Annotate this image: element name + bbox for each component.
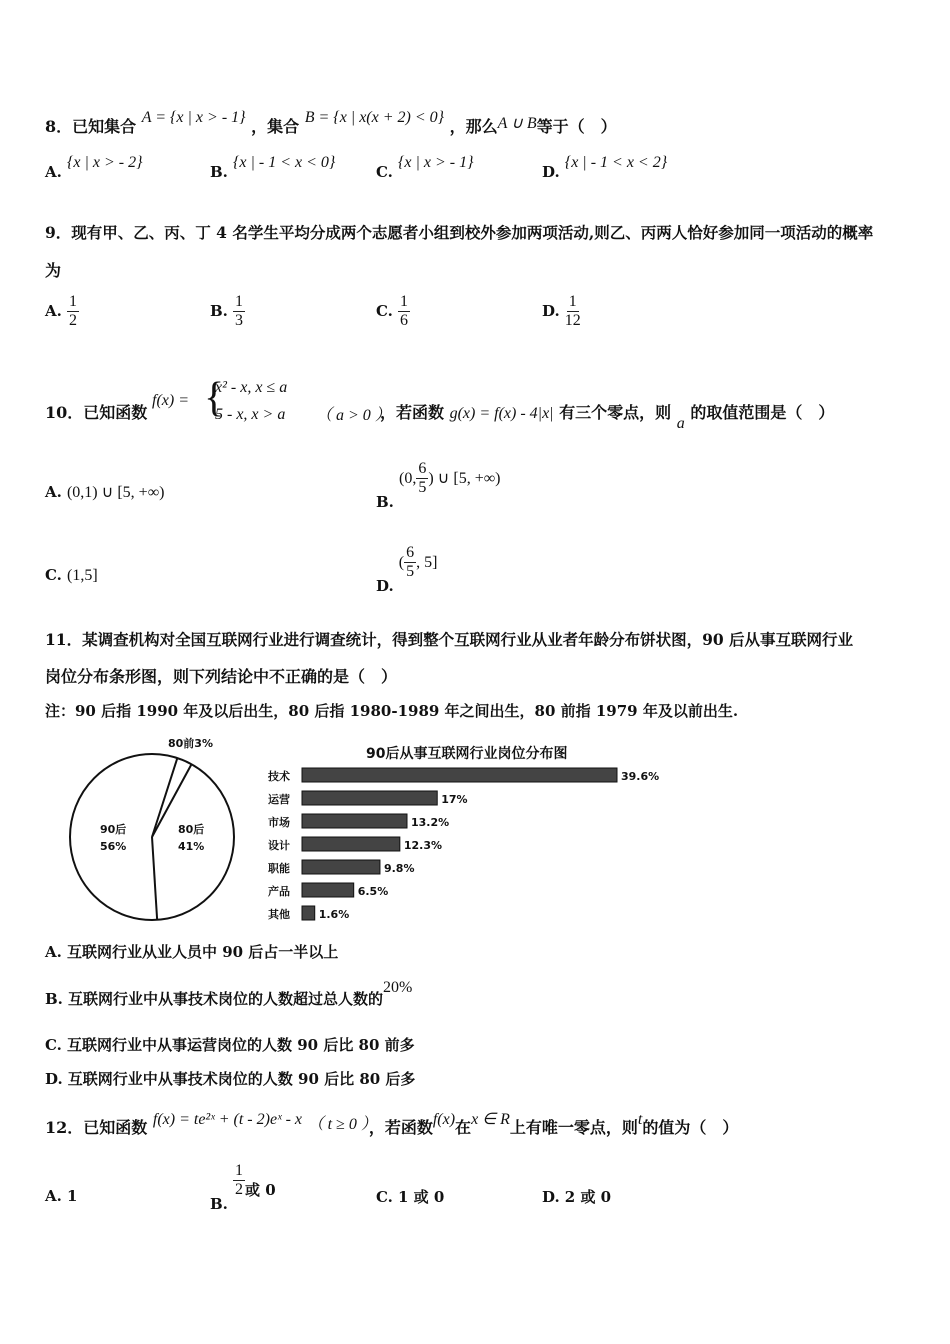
option-text-post: ) ∪ [5, +∞) bbox=[428, 470, 501, 487]
denominator: 5 bbox=[418, 479, 427, 496]
q8-text-3: ，那么 bbox=[449, 117, 498, 136]
bar-category-label: 产品 bbox=[268, 885, 290, 898]
q8-number: 8． bbox=[45, 117, 73, 136]
denominator: 2 bbox=[235, 1181, 243, 1198]
option-text: 互联网行业从业人员中 90 后占一半以上 bbox=[66, 943, 339, 961]
option-text: {x | x > - 2} bbox=[66, 154, 143, 171]
q10-case-2: 5 - x, x > a bbox=[215, 406, 286, 423]
pie-label-80-name: 80后 bbox=[178, 823, 205, 836]
bar-value-label: 12.3% bbox=[403, 839, 443, 852]
option-text-pre: ( bbox=[398, 554, 405, 571]
numerator: 1 bbox=[568, 293, 577, 310]
q8-stem bbox=[45, 109, 617, 137]
option-label: A. bbox=[45, 943, 62, 961]
q12-number: 12． bbox=[45, 1118, 84, 1137]
bar-value-label: 13.2% bbox=[411, 816, 450, 829]
q11-note: 注：90 后指 1990 年及以后出生，80 后指 1980-1989 年之间出生，80 前指 1979 年及以前出生. bbox=[45, 702, 739, 720]
q9-stem-line1: 9．现有甲、乙、丙、丁 4 名学生平均分成两个志愿者小组到校外参加两项活动,则乙、丙两人恰好参加同一项活动的概率 bbox=[45, 223, 874, 242]
bar-value-label: 9.8% bbox=[383, 862, 415, 875]
q10-text-4: 的取值范围是（ ） bbox=[690, 403, 835, 422]
q12-fx2: f(x) bbox=[432, 1111, 456, 1128]
bar-value-label: 17% bbox=[441, 793, 468, 806]
q12-text-5: 的值为（ ） bbox=[642, 1118, 739, 1137]
numerator: 1 bbox=[68, 293, 77, 310]
option-text-post: , 5] bbox=[416, 554, 438, 571]
option-extra: 20% bbox=[383, 979, 413, 996]
q10-option-b bbox=[376, 460, 501, 511]
q11-option-a bbox=[45, 941, 338, 962]
q12-option-c bbox=[376, 1186, 444, 1207]
denominator: 2 bbox=[68, 312, 77, 329]
q8-option-a bbox=[45, 154, 143, 182]
option-text: 2 或 0 bbox=[564, 1188, 612, 1206]
option-label: B. bbox=[210, 1195, 228, 1213]
option-label: D. bbox=[376, 577, 394, 595]
q12-option-b bbox=[210, 1162, 276, 1213]
q8-set-b: B = {x | x(x + 2) < 0} bbox=[304, 109, 445, 126]
q8-text-1: 已知集合 bbox=[72, 117, 137, 136]
q12-var: t bbox=[637, 1111, 643, 1128]
q10-gx: g(x) = f(x) - 4|x| bbox=[449, 405, 554, 422]
q10-case-1: x² - x, x ≤ a bbox=[215, 379, 288, 396]
q10-stem-end bbox=[380, 400, 835, 432]
option-label: C. bbox=[376, 163, 393, 181]
numerator: 1 bbox=[400, 293, 408, 310]
q10-fx: f(x) = bbox=[152, 392, 189, 409]
option-text-post: 或 0 bbox=[245, 1181, 276, 1199]
q8-option-d bbox=[542, 154, 668, 182]
numerator: 1 bbox=[235, 1162, 243, 1179]
numerator: 1 bbox=[235, 293, 243, 310]
bar-chart-title: 90后从事互联网行业岗位分布图 bbox=[366, 746, 568, 762]
denominator: 3 bbox=[235, 312, 243, 329]
q10-option-d bbox=[376, 544, 438, 595]
numerator: 6 bbox=[406, 544, 415, 561]
pie-label-80-value: 41% bbox=[178, 840, 205, 853]
q10-var: a bbox=[676, 415, 685, 432]
option-text: 互联网行业中从事运营岗位的人数 90 后比 80 前多 bbox=[67, 1036, 415, 1054]
bar bbox=[302, 860, 380, 874]
pie-label-90-value: 56% bbox=[100, 840, 127, 853]
q10-stem-start bbox=[45, 400, 147, 423]
q8-text-4: 等于（ ） bbox=[536, 117, 617, 136]
option-label: B. bbox=[210, 302, 228, 320]
option-label: C. bbox=[45, 1036, 62, 1054]
q10-option-a bbox=[45, 482, 164, 502]
bar-value-label: 1.6% bbox=[318, 908, 350, 921]
bar bbox=[302, 814, 407, 828]
pie-label-90-name: 90后 bbox=[100, 823, 127, 836]
q10-option-c bbox=[45, 565, 98, 585]
option-label: D. bbox=[542, 302, 560, 320]
option-text: 互联网行业中从事技术岗位的人数超过总人数的 bbox=[68, 990, 384, 1008]
q12-text-2: ，若函数 bbox=[368, 1118, 433, 1137]
q12-text-1: 已知函数 bbox=[83, 1118, 148, 1137]
q11-option-d bbox=[45, 1068, 415, 1089]
q9-option-b bbox=[210, 293, 245, 330]
q12-text-3: 在 bbox=[455, 1118, 472, 1137]
q10-brace: { bbox=[204, 375, 225, 421]
numerator: 6 bbox=[418, 460, 427, 477]
bar-category-label: 技术 bbox=[268, 770, 290, 783]
option-label: D. bbox=[542, 163, 560, 181]
option-label: A. bbox=[45, 163, 62, 181]
option-text: 1 bbox=[66, 1187, 78, 1205]
q12-domain: x ∈ R bbox=[471, 1111, 510, 1128]
option-label: A. bbox=[45, 302, 62, 320]
option-label: C. bbox=[376, 302, 393, 320]
option-text: {x | - 1 < x < 0} bbox=[233, 154, 336, 171]
q8-option-b bbox=[210, 154, 336, 182]
option-label: B. bbox=[45, 990, 63, 1008]
q9-option-a bbox=[45, 293, 79, 330]
option-text-pre: (0, bbox=[399, 470, 417, 487]
pie-label-before80: 80前3% bbox=[168, 737, 213, 750]
option-text: {x | - 1 < x < 2} bbox=[564, 154, 668, 171]
q9-stem-line2: 为 bbox=[45, 261, 62, 280]
q12-option-a bbox=[45, 1186, 77, 1205]
option-text: {x | x > - 1} bbox=[398, 154, 474, 171]
q8-text-2: ，集合 bbox=[251, 117, 300, 136]
q11-option-c bbox=[45, 1034, 415, 1055]
bar-category-label: 其他 bbox=[268, 908, 290, 921]
option-text: 互联网行业中从事技术岗位的人数 90 后比 80 后多 bbox=[67, 1070, 416, 1088]
option-text: (1,5] bbox=[67, 567, 98, 584]
bar bbox=[302, 883, 354, 897]
q12-condition: （ t ≥ 0 ） bbox=[307, 1116, 369, 1133]
job-bar-chart bbox=[262, 740, 702, 925]
bar-category-label: 职能 bbox=[268, 862, 290, 875]
q9-option-d bbox=[542, 293, 581, 330]
denominator: 12 bbox=[564, 312, 581, 329]
q12-fx: f(x) = te²ˣ + (t - 2)eˣ - x bbox=[152, 1111, 303, 1128]
bar bbox=[302, 768, 617, 782]
bar-category-label: 市场 bbox=[268, 816, 290, 829]
bar-value-label: 39.6% bbox=[621, 770, 660, 783]
option-label: A. bbox=[45, 1187, 62, 1205]
bar bbox=[302, 837, 400, 851]
q9-option-c bbox=[376, 293, 410, 330]
bar-value-label: 6.5% bbox=[357, 885, 389, 898]
q10-condition: （ a > 0 ） bbox=[316, 407, 391, 424]
bar-category-label: 设计 bbox=[268, 839, 290, 852]
q11-stem-line2: 岗位分布条形图，则下列结论中不正确的是（ ） bbox=[45, 667, 398, 686]
q11-option-b bbox=[45, 979, 413, 1009]
q10-number: 10． bbox=[45, 403, 84, 422]
option-text: 1 或 0 bbox=[398, 1188, 445, 1206]
q8-option-c bbox=[376, 154, 474, 182]
option-text: (0,1) ∪ [5, +∞) bbox=[66, 484, 165, 501]
q10-text-3: 有三个零点，则 bbox=[559, 403, 672, 422]
q8-set-a: A = {x | x > - 1} bbox=[141, 109, 246, 126]
option-label: D. bbox=[542, 1188, 560, 1206]
q10-text-1: 已知函数 bbox=[83, 403, 148, 422]
option-label: A. bbox=[45, 483, 62, 501]
q10-text-2: ，若函数 bbox=[380, 403, 445, 422]
option-label: B. bbox=[376, 493, 394, 511]
q12-stem bbox=[45, 1111, 739, 1138]
denominator: 5 bbox=[406, 563, 415, 580]
option-label: C. bbox=[45, 566, 62, 584]
option-label: C. bbox=[376, 1188, 393, 1206]
q11-stem-line1: 11．某调查机构对全国互联网行业进行调查统计，得到整个互联网行业从业者年龄分布饼状图，90 后从事互联网行业 bbox=[45, 630, 854, 649]
bar bbox=[302, 906, 315, 920]
q12-text-4: 上有唯一零点，则 bbox=[509, 1118, 638, 1137]
option-label: D. bbox=[45, 1070, 63, 1088]
q8-union: A ∪ B bbox=[497, 115, 537, 132]
q12-option-d bbox=[542, 1186, 611, 1207]
denominator: 6 bbox=[400, 312, 408, 329]
bar bbox=[302, 791, 437, 805]
bar-category-label: 运营 bbox=[268, 793, 290, 806]
age-pie-chart bbox=[60, 732, 260, 927]
option-label: B. bbox=[210, 163, 228, 181]
